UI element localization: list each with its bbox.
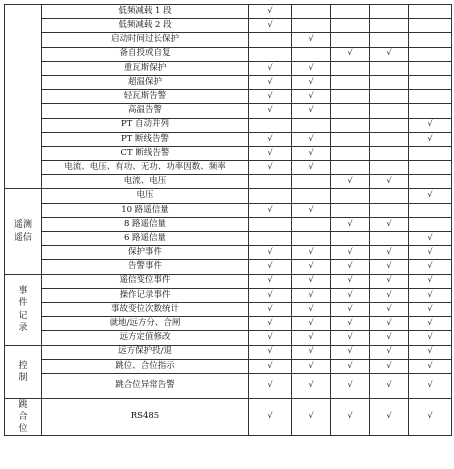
feature-name-cell: 跳位、合位指示 xyxy=(42,359,249,373)
empty-cell xyxy=(331,5,370,19)
check-mark-cell xyxy=(292,104,331,118)
check-mark-icon: √ xyxy=(347,275,353,285)
check-mark-icon: √ xyxy=(267,360,273,370)
table-row xyxy=(5,232,452,246)
empty-cell xyxy=(292,189,331,203)
table-row xyxy=(5,331,452,345)
check-mark-icon: √ xyxy=(267,105,273,115)
check-mark-cell xyxy=(409,132,452,146)
feature-name-cell: 遥信变位事件 xyxy=(42,274,249,288)
check-mark-cell xyxy=(370,260,409,274)
empty-cell xyxy=(331,203,370,217)
feature-name-cell: 电流、电压、有功、无功、功率因数、频率 xyxy=(42,161,249,175)
empty-cell xyxy=(370,104,409,118)
empty-cell xyxy=(331,61,370,75)
feature-name-cell: 远方定值修改 xyxy=(42,331,249,345)
empty-cell xyxy=(292,47,331,61)
check-mark-cell xyxy=(249,359,292,373)
empty-cell xyxy=(249,189,292,203)
empty-cell xyxy=(370,146,409,160)
check-mark-icon: √ xyxy=(267,62,273,72)
empty-cell xyxy=(331,90,370,104)
feature-name-cell: 备自投或自复 xyxy=(42,47,249,61)
empty-cell xyxy=(292,118,331,132)
empty-cell xyxy=(249,33,292,47)
check-mark-cell xyxy=(249,19,292,33)
table-row xyxy=(5,260,452,274)
check-mark-icon: √ xyxy=(267,275,273,285)
check-mark-icon: √ xyxy=(267,289,273,299)
empty-cell xyxy=(292,5,331,19)
check-mark-icon: √ xyxy=(427,411,433,421)
check-mark-icon: √ xyxy=(347,289,353,299)
table-row xyxy=(5,189,452,203)
check-mark-cell xyxy=(370,246,409,260)
table-row xyxy=(5,5,452,19)
check-mark-cell xyxy=(409,189,452,203)
empty-cell xyxy=(409,90,452,104)
check-mark-cell xyxy=(292,345,331,359)
check-mark-cell xyxy=(292,317,331,331)
check-mark-icon: √ xyxy=(386,218,392,228)
check-mark-cell xyxy=(249,288,292,302)
check-mark-icon: √ xyxy=(386,261,392,271)
check-mark-cell xyxy=(292,33,331,47)
check-mark-cell xyxy=(249,146,292,160)
check-mark-cell xyxy=(370,331,409,345)
feature-name-cell: 告警事件 xyxy=(42,260,249,274)
check-mark-icon: √ xyxy=(308,91,314,101)
check-mark-icon: √ xyxy=(427,190,433,200)
check-mark-cell xyxy=(292,274,331,288)
check-mark-cell xyxy=(292,398,331,435)
feature-name-cell: 事故变位次数统计 xyxy=(42,302,249,316)
category-cell xyxy=(5,5,42,189)
check-mark-cell xyxy=(249,373,292,398)
category-cell: 遥测 遥信 xyxy=(5,189,42,274)
check-mark-cell xyxy=(370,398,409,435)
check-mark-cell xyxy=(409,260,452,274)
check-mark-icon: √ xyxy=(386,289,392,299)
check-mark-cell xyxy=(331,260,370,274)
check-mark-icon: √ xyxy=(427,261,433,271)
table-row xyxy=(5,217,452,231)
check-mark-cell xyxy=(249,5,292,19)
check-mark-cell xyxy=(249,203,292,217)
empty-cell xyxy=(331,75,370,89)
check-mark-icon: √ xyxy=(267,204,273,214)
check-mark-icon: √ xyxy=(386,332,392,342)
empty-cell xyxy=(331,232,370,246)
empty-cell xyxy=(370,161,409,175)
check-mark-icon: √ xyxy=(347,176,353,186)
check-mark-icon: √ xyxy=(386,48,392,58)
check-mark-cell xyxy=(249,75,292,89)
feature-name-cell: 轻瓦斯告警 xyxy=(42,90,249,104)
check-mark-cell xyxy=(331,302,370,316)
check-mark-icon: √ xyxy=(347,247,353,257)
check-mark-icon: √ xyxy=(347,380,353,390)
check-mark-icon: √ xyxy=(386,303,392,313)
table-row xyxy=(5,33,452,47)
check-mark-cell xyxy=(292,90,331,104)
check-mark-cell xyxy=(409,373,452,398)
check-mark-icon: √ xyxy=(308,318,314,328)
empty-cell xyxy=(292,175,331,189)
check-mark-icon: √ xyxy=(308,204,314,214)
check-mark-cell xyxy=(249,104,292,118)
table-row xyxy=(5,132,452,146)
table-row xyxy=(5,61,452,75)
check-mark-cell xyxy=(370,217,409,231)
check-mark-icon: √ xyxy=(267,247,273,257)
check-mark-cell xyxy=(292,359,331,373)
check-mark-cell xyxy=(331,331,370,345)
check-mark-icon: √ xyxy=(308,147,314,157)
check-mark-icon: √ xyxy=(427,303,433,313)
check-mark-cell xyxy=(292,246,331,260)
check-mark-cell xyxy=(370,373,409,398)
empty-cell xyxy=(370,189,409,203)
feature-name-cell: 超温保护 xyxy=(42,75,249,89)
check-mark-icon: √ xyxy=(308,289,314,299)
check-mark-cell xyxy=(409,232,452,246)
empty-cell xyxy=(409,203,452,217)
check-mark-cell xyxy=(249,317,292,331)
empty-cell xyxy=(292,217,331,231)
check-mark-cell xyxy=(409,345,452,359)
table-row xyxy=(5,373,452,398)
feature-table xyxy=(4,4,452,436)
empty-cell xyxy=(409,19,452,33)
table-row xyxy=(5,302,452,316)
empty-cell xyxy=(331,19,370,33)
check-mark-icon: √ xyxy=(386,176,392,186)
check-mark-icon: √ xyxy=(267,411,273,421)
check-mark-icon: √ xyxy=(427,247,433,257)
check-mark-icon: √ xyxy=(386,247,392,257)
empty-cell xyxy=(370,118,409,132)
check-mark-cell xyxy=(331,373,370,398)
check-mark-cell xyxy=(409,302,452,316)
empty-cell xyxy=(409,61,452,75)
table-row xyxy=(5,359,452,373)
feature-name-cell: 6 路遥信量 xyxy=(42,232,249,246)
check-mark-cell xyxy=(249,61,292,75)
table-row xyxy=(5,203,452,217)
feature-name-cell: 8 路遥信量 xyxy=(42,217,249,231)
feature-name-cell: RS485 xyxy=(42,398,249,435)
check-mark-cell xyxy=(292,132,331,146)
empty-cell xyxy=(331,161,370,175)
check-mark-cell xyxy=(370,345,409,359)
empty-cell xyxy=(249,217,292,231)
feature-name-cell: 低频减载 1 段 xyxy=(42,5,249,19)
check-mark-cell xyxy=(331,274,370,288)
check-mark-cell xyxy=(370,317,409,331)
check-mark-cell xyxy=(370,175,409,189)
check-mark-icon: √ xyxy=(267,5,273,15)
empty-cell xyxy=(409,104,452,118)
check-mark-cell xyxy=(331,246,370,260)
check-mark-icon: √ xyxy=(427,318,433,328)
feature-name-cell: 保护事件 xyxy=(42,246,249,260)
empty-cell xyxy=(249,47,292,61)
table-row xyxy=(5,161,452,175)
feature-name-cell: 启动时间过长保护 xyxy=(42,33,249,47)
check-mark-icon: √ xyxy=(347,360,353,370)
empty-cell xyxy=(370,90,409,104)
check-mark-icon: √ xyxy=(308,161,314,171)
empty-cell xyxy=(409,146,452,160)
feature-name-cell: 电流、电压 xyxy=(42,175,249,189)
check-mark-cell xyxy=(249,345,292,359)
check-mark-icon: √ xyxy=(347,48,353,58)
check-mark-cell xyxy=(292,146,331,160)
table-row xyxy=(5,274,452,288)
check-mark-cell xyxy=(249,331,292,345)
check-mark-icon: √ xyxy=(347,411,353,421)
check-mark-icon: √ xyxy=(347,318,353,328)
check-mark-icon: √ xyxy=(347,303,353,313)
check-mark-cell xyxy=(331,175,370,189)
check-mark-icon: √ xyxy=(267,147,273,157)
feature-name-cell: 操作记录事件 xyxy=(42,288,249,302)
check-mark-cell xyxy=(292,302,331,316)
check-mark-cell xyxy=(370,302,409,316)
check-mark-icon: √ xyxy=(308,105,314,115)
check-mark-cell xyxy=(249,398,292,435)
check-mark-icon: √ xyxy=(308,62,314,72)
empty-cell xyxy=(331,118,370,132)
empty-cell xyxy=(249,175,292,189)
check-mark-icon: √ xyxy=(427,133,433,143)
check-mark-icon: √ xyxy=(427,346,433,356)
check-mark-cell xyxy=(331,47,370,61)
empty-cell xyxy=(370,132,409,146)
check-mark-icon: √ xyxy=(347,346,353,356)
check-mark-icon: √ xyxy=(308,247,314,257)
check-mark-cell xyxy=(409,359,452,373)
check-mark-icon: √ xyxy=(427,232,433,242)
check-mark-cell xyxy=(331,288,370,302)
table-row xyxy=(5,47,452,61)
empty-cell xyxy=(370,5,409,19)
check-mark-cell xyxy=(370,274,409,288)
check-mark-icon: √ xyxy=(427,380,433,390)
check-mark-icon: √ xyxy=(427,332,433,342)
empty-cell xyxy=(370,33,409,47)
check-mark-cell xyxy=(370,288,409,302)
table-row xyxy=(5,175,452,189)
table-row xyxy=(5,246,452,260)
check-mark-icon: √ xyxy=(347,261,353,271)
empty-cell xyxy=(331,146,370,160)
feature-name-cell: PT 自动并列 xyxy=(42,118,249,132)
check-mark-icon: √ xyxy=(267,91,273,101)
check-mark-cell xyxy=(331,345,370,359)
check-mark-icon: √ xyxy=(267,332,273,342)
check-mark-cell xyxy=(331,359,370,373)
empty-cell xyxy=(331,104,370,118)
empty-cell xyxy=(409,161,452,175)
check-mark-cell xyxy=(409,288,452,302)
feature-name-cell: 高温告警 xyxy=(42,104,249,118)
empty-cell xyxy=(370,75,409,89)
check-mark-cell xyxy=(409,274,452,288)
check-mark-icon: √ xyxy=(308,275,314,285)
empty-cell xyxy=(249,118,292,132)
check-mark-icon: √ xyxy=(308,360,314,370)
check-mark-cell xyxy=(292,161,331,175)
category-cell: 跳 合 位 xyxy=(5,398,42,435)
check-mark-cell xyxy=(249,274,292,288)
table-row xyxy=(5,90,452,104)
feature-name-cell: 10 路遥信量 xyxy=(42,203,249,217)
empty-cell xyxy=(292,19,331,33)
check-mark-cell xyxy=(409,398,452,435)
feature-name-cell: 重瓦斯保护 xyxy=(42,61,249,75)
check-mark-cell xyxy=(249,90,292,104)
category-cell: 事 件 记 录 xyxy=(5,274,42,345)
check-mark-icon: √ xyxy=(386,346,392,356)
empty-cell xyxy=(249,232,292,246)
check-mark-icon: √ xyxy=(427,289,433,299)
check-mark-icon: √ xyxy=(386,360,392,370)
check-mark-cell xyxy=(249,302,292,316)
feature-table-body xyxy=(5,5,452,436)
empty-cell xyxy=(370,19,409,33)
empty-cell xyxy=(409,75,452,89)
table-row xyxy=(5,146,452,160)
check-mark-icon: √ xyxy=(427,360,433,370)
check-mark-icon: √ xyxy=(386,380,392,390)
empty-cell xyxy=(409,5,452,19)
check-mark-cell xyxy=(292,373,331,398)
check-mark-cell xyxy=(370,359,409,373)
check-mark-icon: √ xyxy=(267,161,273,171)
check-mark-cell xyxy=(370,47,409,61)
empty-cell xyxy=(370,61,409,75)
check-mark-icon: √ xyxy=(386,275,392,285)
feature-name-cell: 电压 xyxy=(42,189,249,203)
check-mark-icon: √ xyxy=(267,380,273,390)
table-row xyxy=(5,288,452,302)
check-mark-icon: √ xyxy=(308,303,314,313)
check-mark-icon: √ xyxy=(386,411,392,421)
check-mark-icon: √ xyxy=(386,318,392,328)
empty-cell xyxy=(292,232,331,246)
category-cell: 控 制 xyxy=(5,345,42,398)
feature-name-cell: 跳合位异常告警 xyxy=(42,373,249,398)
check-mark-icon: √ xyxy=(267,133,273,143)
check-mark-cell xyxy=(249,246,292,260)
check-mark-cell xyxy=(292,260,331,274)
check-mark-icon: √ xyxy=(347,332,353,342)
feature-name-cell: CT 断线告警 xyxy=(42,146,249,160)
check-mark-icon: √ xyxy=(308,346,314,356)
table-row xyxy=(5,75,452,89)
table-row xyxy=(5,398,452,435)
check-mark-icon: √ xyxy=(267,20,273,30)
table-row xyxy=(5,118,452,132)
check-mark-cell xyxy=(249,161,292,175)
feature-name-cell: PT 断线告警 xyxy=(42,132,249,146)
check-mark-icon: √ xyxy=(308,332,314,342)
check-mark-icon: √ xyxy=(308,34,314,44)
empty-cell xyxy=(409,47,452,61)
check-mark-icon: √ xyxy=(267,318,273,328)
check-mark-cell xyxy=(292,288,331,302)
check-mark-icon: √ xyxy=(308,261,314,271)
check-mark-icon: √ xyxy=(427,119,433,129)
feature-name-cell: 就地/远方分、合闸 xyxy=(42,317,249,331)
check-mark-icon: √ xyxy=(308,411,314,421)
empty-cell xyxy=(370,203,409,217)
empty-cell xyxy=(370,232,409,246)
empty-cell xyxy=(331,33,370,47)
check-mark-cell xyxy=(292,203,331,217)
check-mark-cell xyxy=(249,132,292,146)
check-mark-cell xyxy=(331,398,370,435)
table-row xyxy=(5,317,452,331)
table-row xyxy=(5,104,452,118)
check-mark-icon: √ xyxy=(267,76,273,86)
table-row xyxy=(5,19,452,33)
empty-cell xyxy=(409,33,452,47)
check-mark-cell xyxy=(249,260,292,274)
check-mark-cell xyxy=(292,75,331,89)
check-mark-icon: √ xyxy=(308,76,314,86)
check-mark-cell xyxy=(292,331,331,345)
table-row xyxy=(5,345,452,359)
check-mark-cell xyxy=(409,118,452,132)
empty-cell xyxy=(331,189,370,203)
empty-cell xyxy=(331,132,370,146)
check-mark-cell xyxy=(409,317,452,331)
empty-cell xyxy=(409,217,452,231)
check-mark-icon: √ xyxy=(308,133,314,143)
check-mark-cell xyxy=(331,217,370,231)
check-mark-cell xyxy=(409,331,452,345)
check-mark-icon: √ xyxy=(267,303,273,313)
feature-name-cell: 低频减载 2 段 xyxy=(42,19,249,33)
check-mark-icon: √ xyxy=(267,261,273,271)
check-mark-cell xyxy=(292,61,331,75)
check-mark-icon: √ xyxy=(347,218,353,228)
check-mark-icon: √ xyxy=(427,275,433,285)
check-mark-icon: √ xyxy=(267,346,273,356)
empty-cell xyxy=(409,175,452,189)
check-mark-cell xyxy=(409,246,452,260)
check-mark-icon: √ xyxy=(308,380,314,390)
feature-name-cell: 远方保护投/退 xyxy=(42,345,249,359)
check-mark-cell xyxy=(331,317,370,331)
